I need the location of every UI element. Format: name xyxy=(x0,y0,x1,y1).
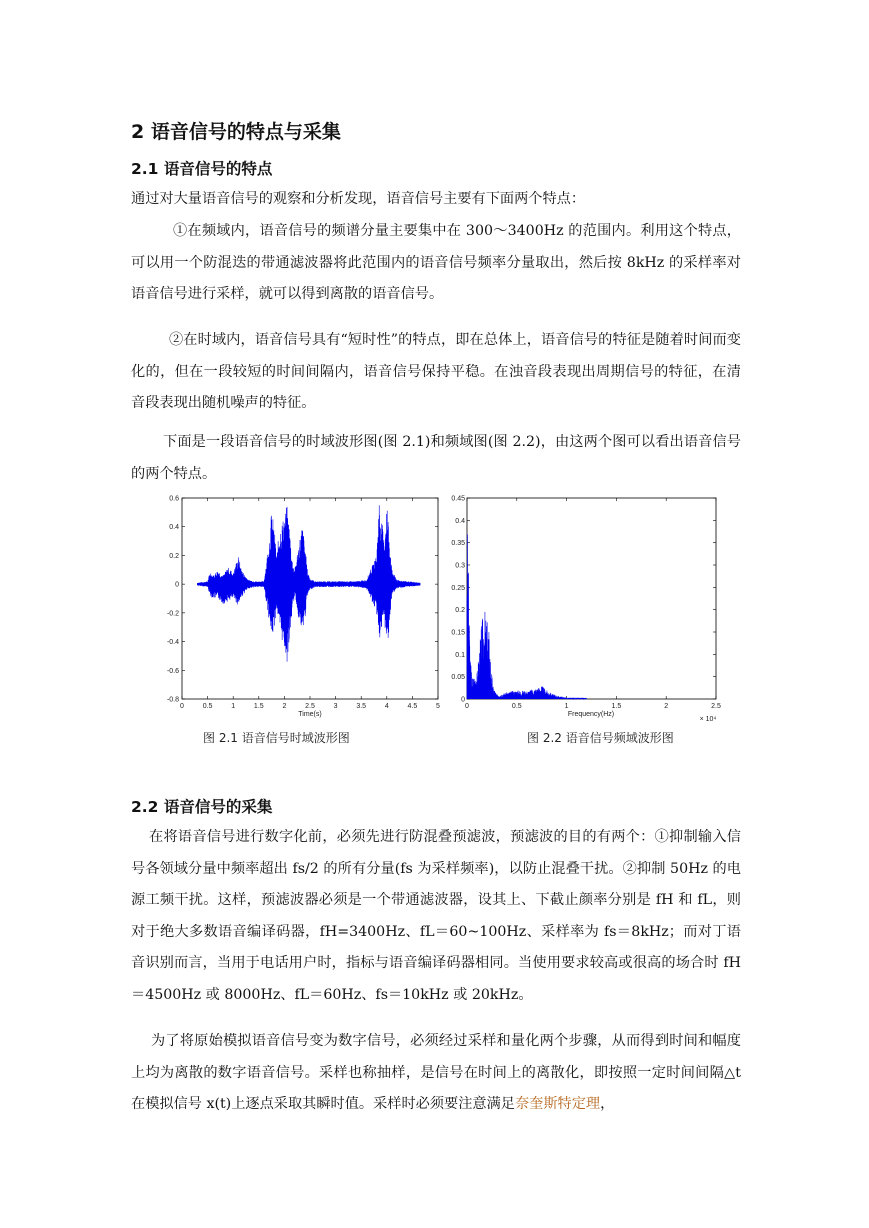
y-tick-label: -0.2 xyxy=(166,610,179,618)
paragraph-intro: 通过对大量语音信号的观察和分析发现，语音信号主要有下面两个特点： xyxy=(131,191,586,207)
paragraph-figures-intro: 下面是一段语音信号的时域波形图(图 2.1)和频域图(图 2.2)，由这两个图可以看出语音信号的两个特点。 xyxy=(131,434,741,482)
paragraph-sampling xyxy=(131,1026,741,1121)
x-tick-label: 3.5 xyxy=(356,703,367,710)
x-tick-label: 0 xyxy=(465,703,469,710)
x-axis-label: Time(s) xyxy=(298,711,322,718)
x-axis-multiplier: × 10⁴ xyxy=(699,716,717,723)
paragraph-sampling-end: ， xyxy=(600,1096,615,1112)
section-2-2-title: 2.2 语音信号的采集 xyxy=(131,798,273,816)
y-tick-label: 0 xyxy=(461,696,465,704)
x-tick-label: 2 xyxy=(664,703,669,710)
y-tick-label: 0 xyxy=(175,581,179,589)
y-tick-label: 0.05 xyxy=(451,674,465,682)
x-tick-label: 5 xyxy=(436,703,440,710)
x-tick-label: 2.5 xyxy=(711,703,721,710)
x-tick-label: 0.5 xyxy=(511,703,522,710)
x-tick-label: 4 xyxy=(384,703,389,710)
y-tick-label: 0.2 xyxy=(455,607,465,615)
y-tick-label: 0.35 xyxy=(451,540,465,548)
paragraph-point2: ②在时域内，语音信号具有“短时性”的特点，即在总体上，语音信号的特征是随着时间而变化的，但在一段较短的时间间隔内，语音信号保持平稳。在浊音段表现出周期信号的特征，在清音段表现出随机噪声的特征。 xyxy=(131,332,741,411)
x-tick-label: 0 xyxy=(180,703,184,710)
y-tick-label: -0.4 xyxy=(166,639,179,647)
y-tick-label: 0.3 xyxy=(455,562,465,570)
y-tick-label: 0.45 xyxy=(451,495,465,503)
x-tick-label: 2 xyxy=(282,703,287,710)
plot-frame xyxy=(467,498,716,699)
paragraph-sampling-text: 为了将原始模拟语音信号变为数字信号，必须经过采样和量化两个步骤，从而得到时间和幅度上均为离散的数字语音信号。采样也称抽样，是信号在时间上的离散化，即按照一定时间间隔△t 在模拟信号 x(t)上逐点采取其瞬时值。采样时必须要注意满足 xyxy=(131,1033,741,1112)
x-tick-label: 1.5 xyxy=(253,703,264,710)
y-tick-label: 0.1 xyxy=(455,651,465,659)
x-tick-label: 1 xyxy=(564,703,569,710)
x-tick-label: 2.5 xyxy=(305,703,315,710)
y-tick-label: 0.6 xyxy=(169,495,179,503)
x-axis-label: Frequency(Hz) xyxy=(567,711,615,718)
y-tick-label: 0.4 xyxy=(169,524,179,532)
nyquist-link[interactable]: 奈奎斯特定理 xyxy=(514,1096,601,1112)
y-tick-label: -0.6 xyxy=(166,667,179,675)
chapter-heading: 2 语音信号的特点与采集 xyxy=(131,121,341,143)
paragraph-prefilter: 在将语音信号进行数字化前，必须先进行防混叠预滤波，预滤波的目的有两个：①抑制输入信号各领域分量中频率超出 fs/2 的所有分量(fs 为采样频率)，以防止混叠干扰。②抑制 50Hz 的电源工频干扰。这样，预滤波器必须是一个带通滤波器，设其上、下截止颜率分别是 fH 和 fL，则对于绝大多数语音编译码器，fH=3400Hz、fL＝60~100Hz、采样率为 fs＝8kHz；而对丁语音识别而言，当用于电话用户时，指标与语音编译码器相同。当使用要求较高或很高的场合时 fH＝4500Hz 或 8000Hz、fL＝60Hz、fs＝10kHz 或 20kHz。 xyxy=(131,829,741,1003)
x-tick-label: 1.5 xyxy=(611,703,622,710)
figure-frequency-domain xyxy=(446,493,726,723)
paragraph-point1: ①在频域内，语音信号的频谱分量主要集中在 300～3400Hz 的范围内。利用这个特点，可以用一个防混迭的带通滤波器将此范围内的语音信号频率分量取出，然后按 8kHz 的采样率对语音信号进行采样，就可以得到离散的语音信号。 xyxy=(131,223,741,302)
figure2-caption: 图 2.2 语音信号频域波形图 xyxy=(527,731,674,745)
y-tick-label: 0.25 xyxy=(451,584,465,592)
y-tick-label: 0.15 xyxy=(451,629,465,637)
figure1-caption: 图 2.1 语音信号时域波形图 xyxy=(203,731,350,745)
x-tick-label: 1 xyxy=(231,703,236,710)
x-tick-label: 0.5 xyxy=(202,703,213,710)
x-tick-label: 4.5 xyxy=(407,703,418,710)
y-tick-label: -0.8 xyxy=(166,696,179,704)
section-2-1-title: 2.1 语音信号的特点 xyxy=(131,160,273,178)
x-tick-label: 3 xyxy=(333,703,338,710)
y-tick-label: 0.4 xyxy=(455,517,465,525)
figure-time-domain xyxy=(160,493,450,723)
y-tick-label: 0.2 xyxy=(169,552,179,560)
